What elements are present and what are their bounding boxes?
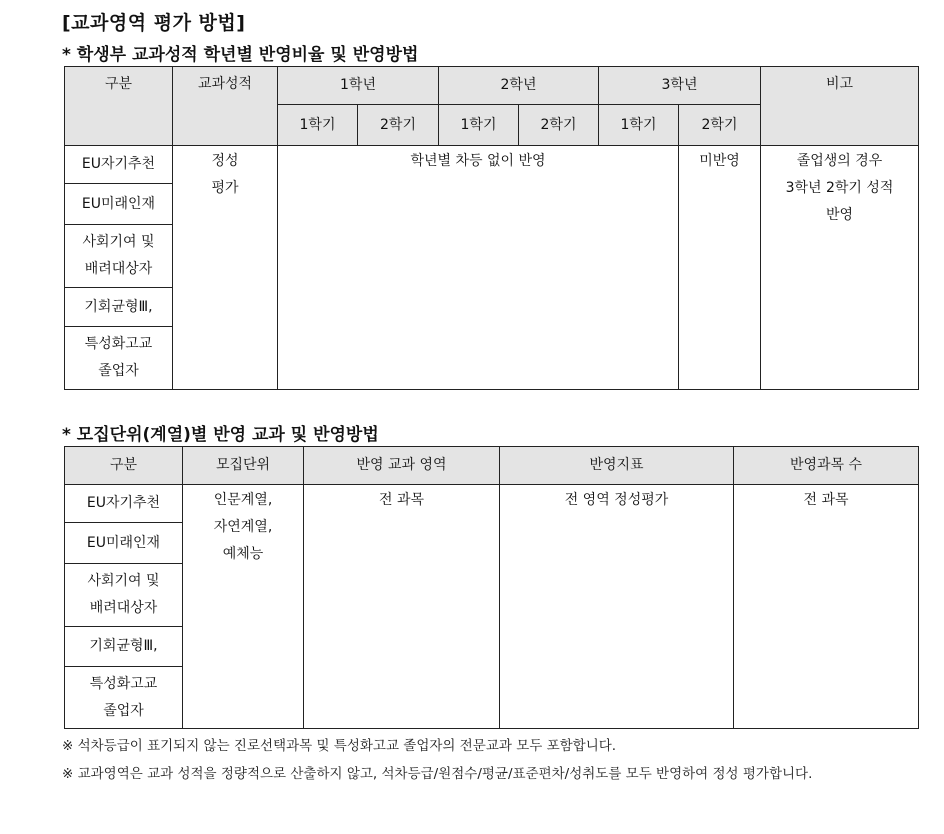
row-label-vocational-grad: 특성화고교 졸업자: [65, 667, 183, 729]
grade-ratio-table: [64, 66, 919, 390]
row-label-vocational-grad: 특성화고교 졸업자: [65, 327, 173, 390]
year3-sem2-not-reflected: 미반영: [679, 146, 761, 390]
header-indicator: 반영지표: [500, 447, 734, 485]
section-heading-subjects: * 모집단위(계열)별 반영 교과 및 반영방법: [62, 425, 379, 445]
reflected-area: 전 과목: [304, 485, 500, 729]
section-heading-grade-ratio: * 학생부 교과성적 학년별 반영비율 및 반영방법: [62, 45, 419, 65]
row-label-self-recommend: EU자기추천: [65, 146, 173, 184]
row-label-social-contribution: 사회기여 및 배려대상자: [65, 225, 173, 288]
evaluation-method: 정성 평가: [173, 146, 278, 390]
row-label-future-talent: EU미래인재: [65, 184, 173, 225]
row-label-opportunity-balance: 기회균형Ⅲ,: [65, 627, 183, 667]
row-label-opportunity-balance: 기회균형Ⅲ,: [65, 288, 173, 327]
header-grades: 교과성적: [173, 67, 278, 146]
header-category: 구분: [65, 447, 183, 485]
remark: 졸업생의 경우 3학년 2학기 성적 반영: [761, 146, 919, 390]
reflection-indicator: 전 영역 정성평가: [500, 485, 734, 729]
header-note: 비고: [761, 67, 919, 146]
header-year1-sem1: 1학기: [278, 105, 358, 146]
header-count: 반영과목 수: [734, 447, 919, 485]
header-year3: 3학년: [599, 67, 761, 105]
header-year2: 2학년: [439, 67, 599, 105]
recruitment-unit: 인문계열, 자연계열, 예체능: [183, 485, 304, 729]
reflection-method: 학년별 차등 없이 반영: [278, 146, 679, 390]
page-title: [교과영역 평가 방법]: [62, 12, 246, 34]
subject-reflection-table: [64, 446, 919, 729]
header-year1-sem2: 2학기: [358, 105, 439, 146]
header-year2-sem2: 2학기: [519, 105, 599, 146]
footnote-qualitative-evaluation: ※ 교과영역은 교과 성적을 정량적으로 산출하지 않고, 석차등급/원점수/평균/표준편차/성취도를 모두 반영하여 정성 평가합니다.: [62, 766, 813, 782]
footnote-career-subjects: ※ 석차등급이 표기되지 않는 진로선택과목 및 특성화고교 졸업자의 전문교과 모두 포함합니다.: [62, 738, 617, 754]
row-label-social-contribution: 사회기여 및 배려대상자: [65, 564, 183, 627]
header-year3-sem1: 1학기: [599, 105, 679, 146]
row-label-self-recommend: EU자기추천: [65, 485, 183, 523]
row-label-future-talent: EU미래인재: [65, 523, 183, 564]
header-year1: 1학년: [278, 67, 439, 105]
header-year3-sem2: 2학기: [679, 105, 761, 146]
reflected-count: 전 과목: [734, 485, 919, 729]
header-category: 구분: [65, 67, 173, 146]
header-year2-sem1: 1학기: [439, 105, 519, 146]
header-area: 반영 교과 영역: [304, 447, 500, 485]
header-unit: 모집단위: [183, 447, 304, 485]
